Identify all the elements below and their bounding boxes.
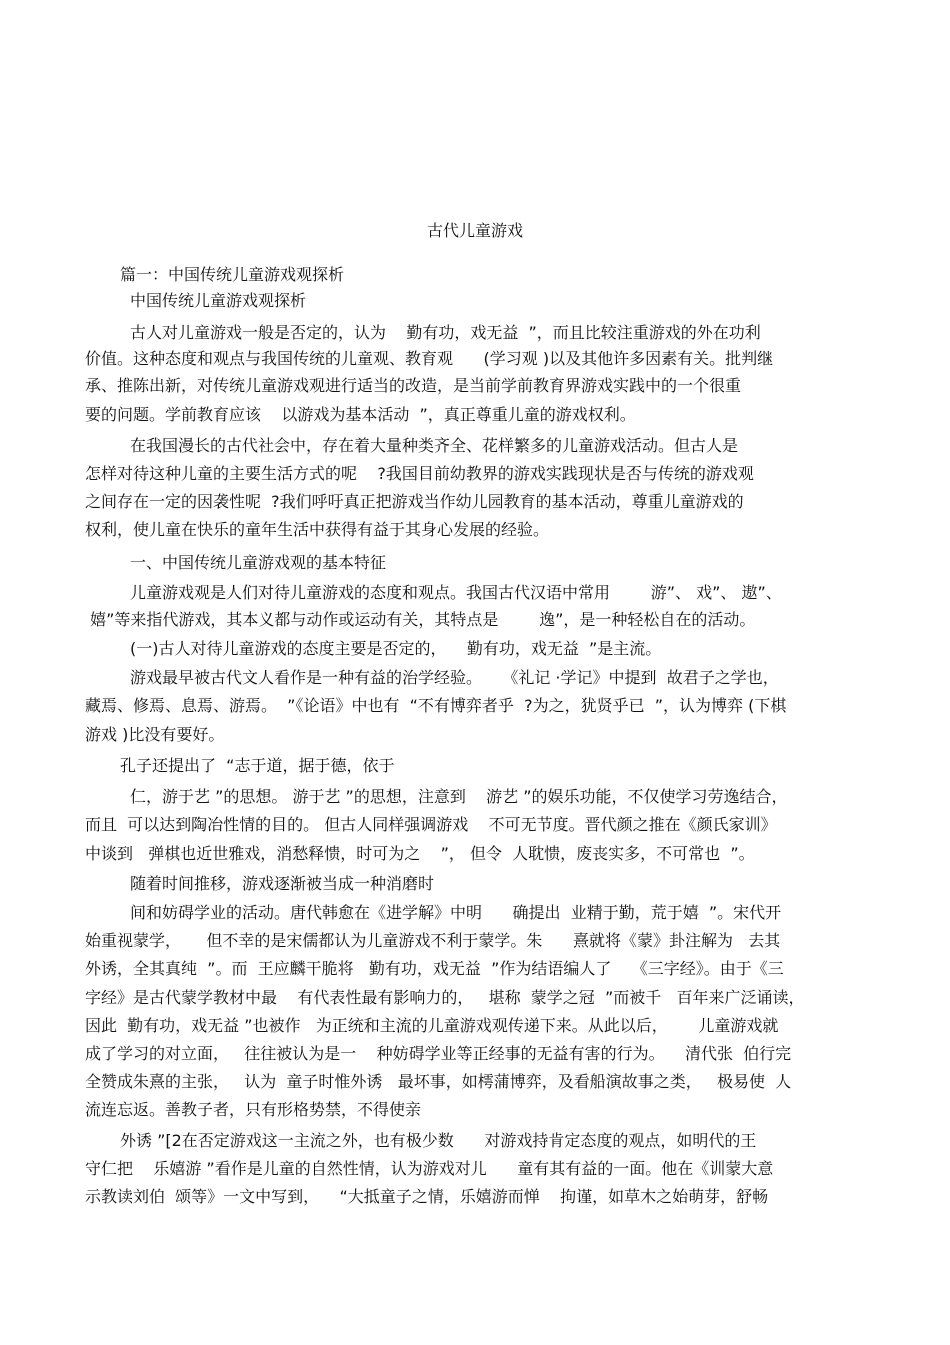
text-line: 随着时间推移，游戏逐渐被当成一种消磨时 — [130, 874, 435, 893]
article-title: 中国传统儿童游戏观探析 — [130, 291, 307, 310]
text-line: 字经》是古代蒙学教材中最 有代表性最有影响力的， 堪称 蒙学之冠 ”而被千 百年来广泛诵读， — [85, 988, 805, 1007]
text-line: 流连忘返。善教子者，只有形格势禁，不得使亲 — [85, 1100, 422, 1119]
text-line: (一)古人对待儿童游戏的态度主要是否定的， 勤有功，戏无益 ”是主流。 — [130, 639, 662, 658]
text-line: 承、推陈出新，对传统儿童游戏观进行适当的改造，是当前学前教育界游戏实践中的一个很重 — [85, 376, 742, 395]
text-line: 中谈到 弹棋也近世雅戏，消愁释愦，时可为之 ”， 但令 人耽愦，废丧实多，不可常也 ”。 — [85, 844, 755, 863]
text-line: 而且 可以达到陶冶性情的目的。 但古人同样强调游戏 不可无节度。晋代颜之推在《颜氏家训》 — [85, 815, 777, 834]
text-line: 价值。这种态度和观点与我国传统的儿童观、教育观 (学习观 )以及其他许多因素有关。批判继 — [85, 349, 774, 368]
text-line: 嬉”等来指代游戏，其本义都与动作或运动有关，其特点是 逸”，是一种轻松自在的活动。 — [85, 610, 756, 629]
text-line: 仁，游于艺 ”的思想。 游于艺 ”的思想，注意到 游艺 ”的娱乐功能，不仅使学习劳逸结合， — [130, 787, 788, 806]
text-line: 因此 勤有功，戏无益 ”也被作 为正统和主流的儿童游戏观传递下来。从此以后， 儿童游戏就 — [85, 1016, 779, 1035]
text-line: 外诱，全其真纯 ”。而 王应麟干脆将 勤有功，戏无益 ”作为结语编人了 《三字经》。由于《三 — [85, 959, 784, 978]
text-line: 游戏 )比没有要好。 — [85, 725, 225, 744]
text-line: 守仁把 乐嬉游 ”看作是儿童的自然性情，认为游戏对儿 童有其有益的一面。他在《训蒙大意 — [85, 1159, 774, 1178]
text-line: 外诱 ”[2在否定游戏这一主流之外，也有极少数 对游戏持肯定态度的观点，如明代的王 — [120, 1131, 757, 1150]
text-line: 间和妨碍学业的活动。唐代韩愈在《进学解》中明 确提出 业精于勤，荒于嬉 ”。宋代开 — [130, 903, 782, 922]
text-line: 成了学习的对立面， 往往被认为是一 种妨碍学业等正经事的无益有害的行为。 清代张 伯行完 — [85, 1044, 792, 1063]
subsection-heading: 一、中国传统儿童游戏观的基本特征 — [130, 553, 387, 572]
section-heading: 篇一：中国传统儿童游戏观探析 — [120, 265, 345, 284]
text-line: 示教读刘伯 颂等》一文中写到， “大抵童子之情，乐嬉游而惮 拘谨，如草木之始萌芽，舒畅 — [85, 1187, 769, 1206]
document-title: 古代儿童游戏 — [426, 221, 523, 240]
text-line: 要的问题。学前教育应该 以游戏为基本活动 ”，真正尊重儿童的游戏权利。 — [85, 405, 636, 424]
text-line: 古人对儿童游戏一般是否定的，认为 勤有功，戏无益 ”，而且比较注重游戏的外在功利 — [130, 323, 761, 342]
text-line: 游戏最早被古代文人看作是一种有益的治学经验。 《礼记 ·学记》中提到 故君子之学也， — [130, 668, 779, 687]
text-line: 始重视蒙学， 但不幸的是宋儒都认为儿童游戏不利于蒙学。朱 熹就将《蒙》卦注解为 去其 — [85, 931, 781, 950]
text-line: 全赞成朱熹的主张， 认为 童子时惟外诱 最坏事，如樗蒲博弈，及看船演故事之类， 极易使 人 — [85, 1072, 792, 1091]
text-line: 在我国漫长的古代社会中，存在着大量种类齐全、花样繁多的儿童游戏活动。但古人是 — [130, 436, 739, 455]
text-line: 儿童游戏观是人们对待儿童游戏的态度和观点。我国古代汉语中常用 游”、 戏”、 遨”、 — [130, 583, 782, 602]
text-line: 怎样对待这种儿童的主要生活方式的呢 ?我国目前幼教界的游戏实践现状是否与传统的游戏观 — [85, 464, 754, 483]
text-line: 孔子还提出了 “志于道，据于德，依于 — [120, 756, 395, 775]
text-line: 权利，使儿童在快乐的童年生活中获得有益于其身心发展的经验。 — [85, 520, 550, 539]
text-line: 之间存在一定的因袭性呢 ?我们呼吁真正把游戏当作幼儿园教育的基本活动，尊重儿童游戏的 — [85, 492, 744, 511]
text-line: 藏焉、修焉、息焉、游焉。 ”《论语》中也有 “不有博弈者乎 ?为之，犹贤乎已 ”，认为博弈 (下棋 — [85, 696, 787, 715]
